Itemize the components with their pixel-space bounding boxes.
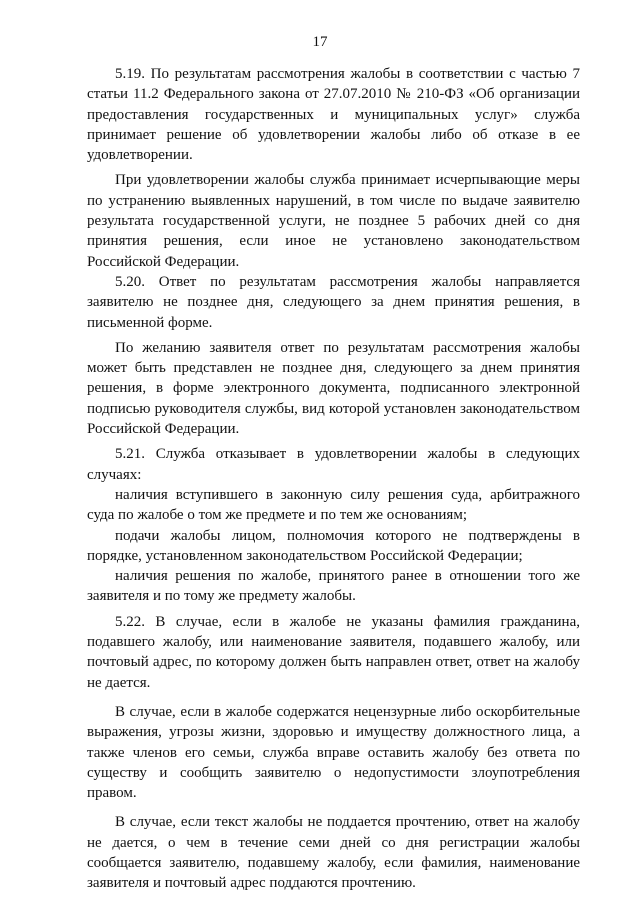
paragraph-5-20: 5.20. Ответ по результатам рассмотрения жалобы направляется заявителю не позднее дня, следующего за днем принятия решения, в письменной форме.: [87, 273, 580, 331]
paragraph-5-21: 5.21. Служба отказывает в удовлетворении жалобы в следующих случаях:: [87, 446, 580, 483]
paragraph-unreadable-text: В случае, если текст жалобы не поддается прочтению, ответ на жалобу не дается, о чем в течение семи дней со дня регистрации жалобы сообщается заявителю, подавшему жалобу, если фамилия, наименование заявителя и почтовый адрес поддаются прочтению.: [87, 814, 580, 892]
paragraph-offensive-content: В случае, если в жалобе содержатся нецензурные либо оскорбительные выражения, угрозы жизни, здоровью и имуществу должностного лица, а также членов его семьи, служба вправе оставить жалобу без ответа по существу и сообщить заявителю о недопустимости злоупотребления правом.: [87, 703, 580, 802]
paragraph-5-22: 5.22. В случае, если в жалобе не указаны фамилия гражданина, подавшего жалобу, или наименование заявителя, подавшего жалобу, или почтовый адрес, по которому должен быть направлен ответ, ответ на жалобу не дается.: [87, 613, 580, 691]
document-body: [87, 64, 580, 894]
paragraph-5-19: 5.19. По результатам рассмотрения жалобы в соответствии с частью 7 статьи 11.2 Федерального закона от 27.07.2010 № 210-ФЗ «Об организации предоставления государственных и муниципальных услуг» служба принимает решение об удовлетворении жалобы либо об отказе в ее удовлетворении.: [87, 66, 580, 164]
list-item-prior-decision: наличия решения по жалобе, принятого ранее в отношении того же заявителя и по тому же предмету жалобы.: [87, 568, 580, 605]
paragraph-electronic-response: По желанию заявителя ответ по результатам рассмотрения жалобы может быть представлен не позднее дня, следующего за днем принятия решения, в форме электронного документа, подписанного электронной подписью руководителя службы, вид которой установлен законодательством Российской Федерации.: [87, 339, 580, 438]
list-item-court-decision: наличия вступившего в законную силу решения суда, арбитражного суда по жалобе о том же предмете и по тем же основаниям;: [87, 486, 580, 524]
list-item-unauthorized-filer: подачи жалобы лицом, полномочия которого не подтверждены в порядке, установленном законодательством Российской Федерации;: [87, 527, 580, 564]
page-number: 17: [312, 34, 328, 50]
paragraph-remedy-measures: При удовлетворении жалобы служба принимает исчерпывающие меры по устранению выявленных нарушений, в том числе по выдаче заявителю результата государственной услуги, не позднее 5 рабочих дней со дня принятия решения, если иное не установлено законодательством Российской Федерации.: [87, 172, 580, 270]
